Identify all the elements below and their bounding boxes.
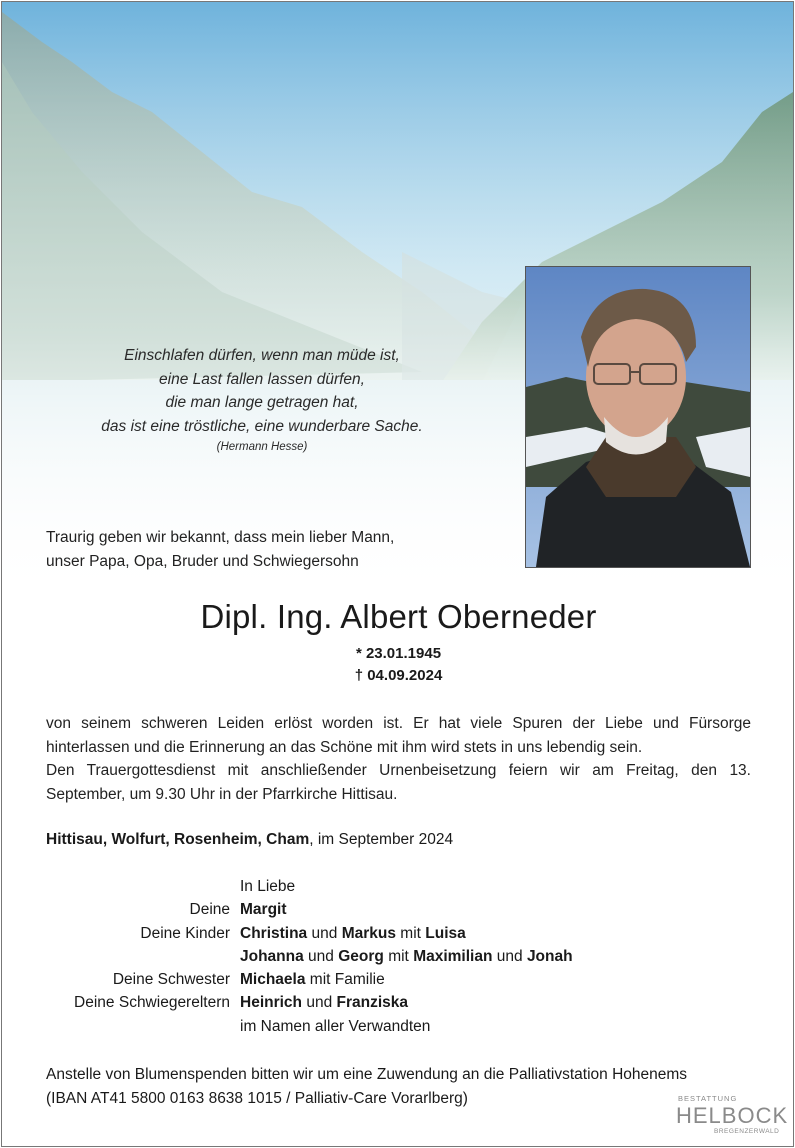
- donation-note: [46, 1063, 756, 1110]
- obituary-page: [1, 1, 794, 1147]
- places-list: Hittisau, Wolfurt, Rosenheim, Cham: [46, 831, 310, 848]
- quote-author: (Hermann Hesse): [216, 441, 308, 453]
- connector: und: [496, 947, 523, 965]
- family-row: [46, 968, 751, 991]
- funeral-home-logo: [674, 1094, 789, 1142]
- im-namen-text: im Namen aller Verwandten: [240, 1017, 431, 1035]
- family-member-name: Markus: [341, 924, 396, 942]
- deceased-name: Dipl. Ing. Albert Oberneder: [200, 598, 597, 635]
- birth-date: * 23.01.1945: [355, 645, 442, 662]
- relation-label: [46, 875, 240, 898]
- places-date-line: [46, 828, 751, 851]
- connector: mit Familie: [309, 971, 385, 989]
- family-names: [240, 898, 751, 921]
- donation-line-2: (IBAN AT41 5800 0163 8638 1015 / Palliativ-Care Vorarlberg): [46, 1089, 468, 1107]
- relation-label: [46, 1015, 240, 1038]
- intro-text: [46, 526, 516, 574]
- family-row: [46, 875, 751, 898]
- relation-label: [46, 945, 240, 968]
- logo-top-text: BESTATTUNG: [678, 1094, 738, 1103]
- family-names: [240, 968, 751, 991]
- connector: und: [311, 924, 338, 942]
- family-row: [46, 922, 751, 945]
- family-member-name: Christina: [240, 924, 308, 942]
- family-names: [240, 945, 751, 968]
- death-date: † 04.09.2024: [354, 667, 443, 684]
- family-member-name: Franziska: [336, 994, 409, 1012]
- family-row: [46, 1015, 751, 1038]
- announcement-paragraph-2: Den Trauergottesdienst mit anschließender Urnenbeisetzung feiern wir am Freitag, den 13. September, um 9.30 Uhr in der Pfarrkirche Hittisau.: [46, 762, 751, 803]
- portrait-photo: [525, 266, 751, 568]
- donation-line-1: Anstelle von Blumenspenden bitten wir um eine Zuwendung an die Palliativstation Hohenems: [46, 1066, 688, 1083]
- family-row: [46, 945, 751, 968]
- quote-line: die man lange getragen hat,: [165, 394, 359, 411]
- logo-name: HELBOCK: [676, 1103, 789, 1128]
- relation-label: Deine Schwiegereltern: [74, 994, 230, 1012]
- family-row: [46, 898, 751, 921]
- family-member-name: Michaela: [240, 971, 306, 989]
- family-member-name: Johanna: [240, 947, 304, 965]
- connector: mit: [388, 947, 409, 965]
- date-text: , im September 2024: [309, 831, 454, 848]
- connector: mit: [400, 924, 421, 942]
- family-row: [46, 991, 751, 1014]
- relation-label: Deine: [189, 901, 230, 919]
- family-member-name: Maximilian: [413, 947, 493, 965]
- announcement-text: [46, 712, 751, 806]
- quote-line: das ist eine tröstliche, eine wunderbare Sache.: [101, 417, 423, 435]
- family-list: [46, 875, 751, 1038]
- family-member-name: Heinrich: [240, 994, 303, 1012]
- relation-label: Deine Kinder: [140, 924, 230, 942]
- relation-label: Deine Schwester: [112, 971, 230, 989]
- family-names: [240, 922, 751, 945]
- quote-line: eine Last fallen lassen dürfen,: [159, 370, 365, 388]
- announcement-paragraph-1: von seinem schweren Leiden erlöst worden ist. Er hat viele Spuren der Liebe und Fürsorge hinterlassen und die Erinnerung an das Schöne mit ihm wird stets in uns lebendig sein.: [46, 715, 751, 756]
- intro-line-2: unser Papa, Opa, Bruder und Schwiegersohn: [46, 553, 359, 570]
- intro-line-1: Traurig geben wir bekannt, dass mein lieber Mann,: [46, 529, 395, 546]
- life-dates: [2, 643, 794, 687]
- family-member-name: Luisa: [425, 924, 466, 942]
- family-member-name: Jonah: [526, 947, 573, 965]
- quote-line: Einschlafen dürfen, wenn man müde ist,: [124, 347, 400, 364]
- family-member-name: Georg: [338, 947, 384, 965]
- family-names: [240, 991, 751, 1014]
- quote-block: [42, 344, 482, 456]
- connector: und: [306, 994, 333, 1012]
- family-member-name: Margit: [240, 901, 287, 919]
- connector: und: [308, 947, 334, 965]
- in-liebe-text: In Liebe: [240, 878, 296, 895]
- logo-sub-text: BREGENZERWALD: [714, 1128, 780, 1135]
